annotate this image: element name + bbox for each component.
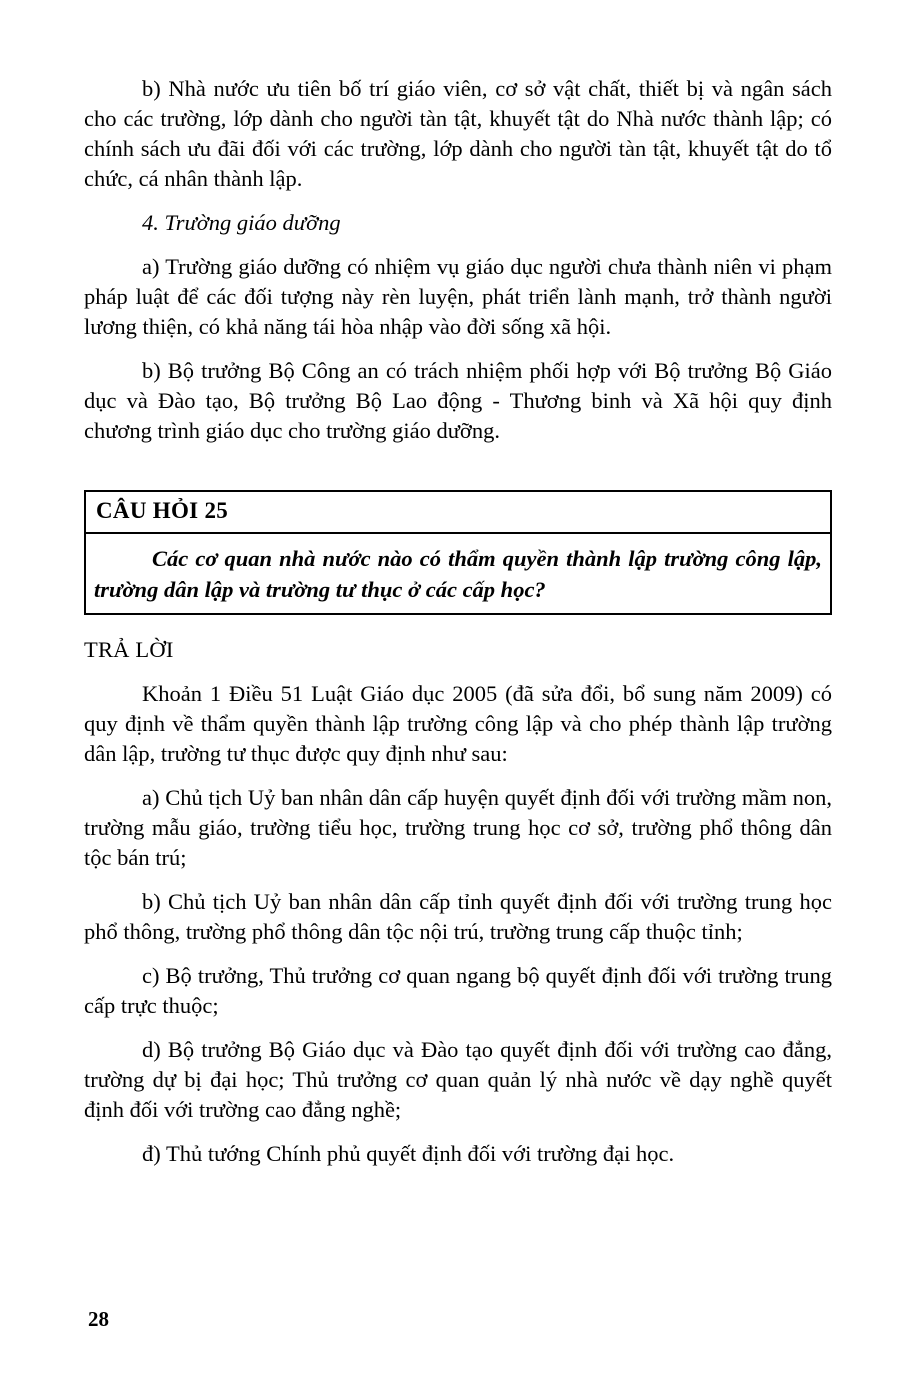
- answer-paragraph-item-a: a) Chủ tịch Uỷ ban nhân dân cấp huyện quyết định đối với trường mầm non, trường mẫu giáo, trường tiểu học, trường trung học cơ sở, trường phổ thông dân tộc bán trú;: [84, 785, 832, 870]
- answer-paragraph-item-dd: đ) Thủ tướng Chính phủ quyết định đối với trường đại học.: [142, 1141, 675, 1166]
- question-box-header: [86, 492, 830, 534]
- question-box-body: [86, 534, 830, 613]
- paragraph-item-b-ministry-coordination: b) Bộ trưởng Bộ Công an có trách nhiệm phối hợp với Bộ trưởng Bộ Giáo dục và Đào tạo, Bộ trưởng Bộ Lao động - Thương binh và Xã hội quy định chương trình giáo dục cho trường giáo dưỡng.: [84, 358, 832, 443]
- question-text: Các cơ quan nhà nước nào có thẩm quyền thành lập trường công lập, trường dân lập và trường tư thục ở các cấp học?: [94, 546, 822, 602]
- question-number-label: CÂU HỎI 25: [96, 498, 229, 523]
- question-box: [84, 490, 832, 615]
- answer-paragraph-item-b: b) Chủ tịch Uỷ ban nhân dân cấp tỉnh quyết định đối với trường trung học phổ thông, trường phổ thông dân tộc nội trú, trường trung cấp thuộc tỉnh;: [84, 889, 832, 944]
- answer-paragraph-intro: Khoản 1 Điều 51 Luật Giáo dục 2005 (đã sửa đổi, bổ sung năm 2009) có quy định về thẩm quyền thành lập trường công lập và cho phép thành lập trường dân lập, trường tư thục được quy định như sau:: [84, 681, 832, 766]
- paragraph-item-b-state-priority: b) Nhà nước ưu tiên bố trí giáo viên, cơ sở vật chất, thiết bị và ngân sách cho các trường, lớp dành cho người tàn tật, khuyết tật do Nhà nước thành lập; có chính sách ưu đãi đối với các trường, lớp dành cho người tàn tật, khuyết tật do tổ chức, cá nhân thành lập.: [84, 76, 832, 191]
- paragraph-item-a-reformatory-mission: a) Trường giáo dưỡng có nhiệm vụ giáo dục người chưa thành niên vi phạm pháp luật để các đối tượng này rèn luyện, phát triển lành mạnh, trở thành người lương thiện, có khả năng tái hòa nhập vào đời sống xã hội.: [84, 254, 832, 339]
- answer-label: TRẢ LỜI: [84, 637, 174, 662]
- section-heading-4-truong-giao-duong: 4. Trường giáo dưỡng: [142, 210, 341, 235]
- answer-paragraph-item-d: d) Bộ trưởng Bộ Giáo dục và Đào tạo quyết định đối với trường cao đẳng, trường dự bị đại học; Thủ trưởng cơ quan quản lý nhà nước về dạy nghề quyết định đối với trường cao đẳng nghề;: [84, 1037, 832, 1122]
- page-content-column: [84, 74, 832, 1169]
- page-number: 28: [88, 1307, 109, 1331]
- answer-paragraph-item-c: c) Bộ trưởng, Thủ trưởng cơ quan ngang bộ quyết định đối với trường trung cấp trực thuộc;: [84, 963, 832, 1018]
